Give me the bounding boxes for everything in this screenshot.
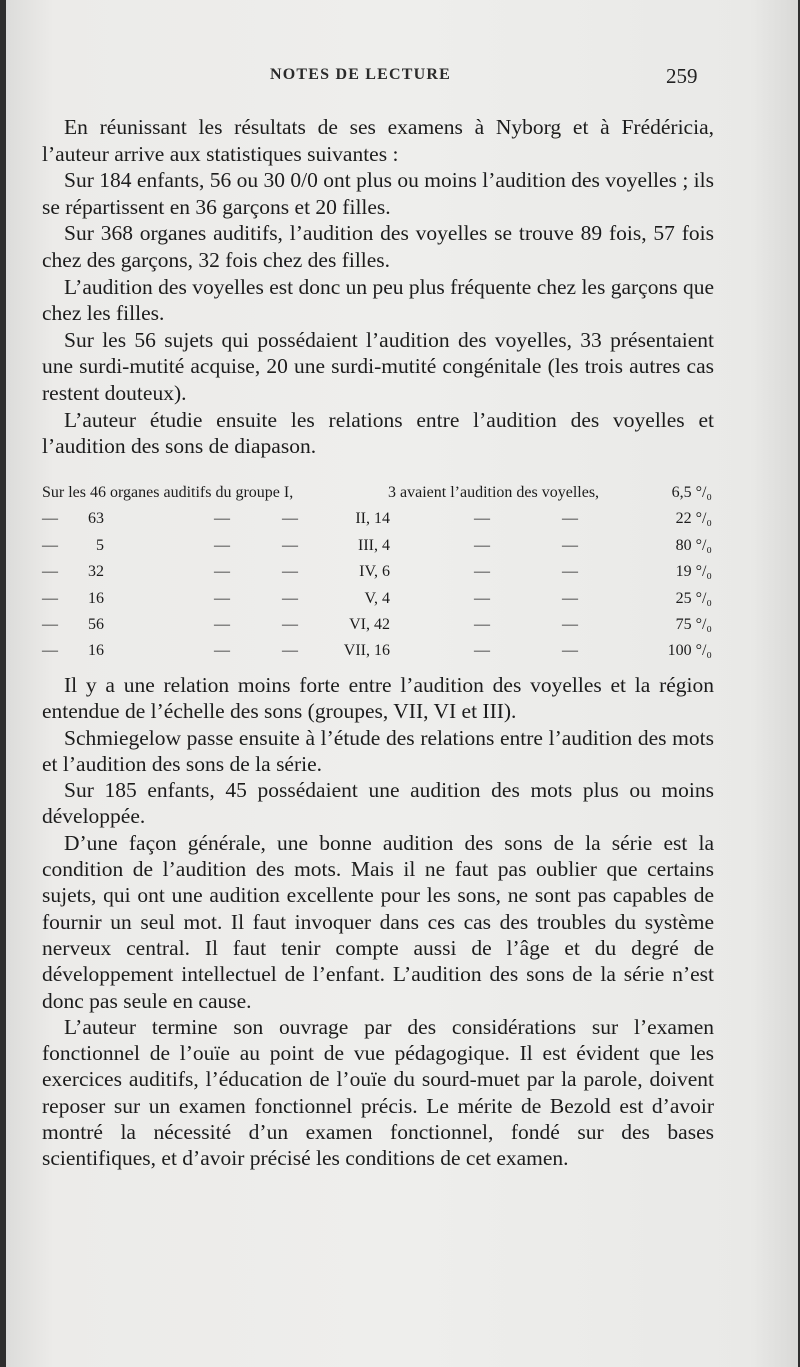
ditto-dash: — (282, 536, 298, 554)
ditto-dash: — (282, 563, 298, 581)
organ-count: 16 (88, 589, 104, 607)
ditto-dash: — (474, 589, 490, 607)
body-text-bottom (42, 672, 714, 1172)
ditto-dash: — (42, 642, 58, 660)
paragraph: Sur les 56 sujets qui possédaient l’audition des voyelles, 33 présentaient une surdi-mutité acquise, 20 une surdi-mutité congénitale (les trois autres cas restent douteux). (42, 327, 714, 405)
ditto-dash: — (214, 642, 230, 660)
ditto-dash: — (474, 536, 490, 554)
organ-count: 32 (88, 563, 104, 581)
organ-count: 63 (88, 510, 104, 528)
ditto-dash: — (214, 589, 230, 607)
ditto-dash: — (214, 615, 230, 633)
paragraph: D’une façon générale, une bonne audition des sons de la série est la condition de l’audition des mots. Mais il ne faut pas oublier que certains sujets, qui ont une audition excellente pour les sons, ne sont pas capables de fournir un seul mot. Il faut invoquer dans ces cas des troubles du système nerveux central. Il faut tenir compte aussi de l’âge et du degré de développement intellectuel de l’enfant. L’audition des sons de la série n’est donc pas seule en cause. (42, 830, 714, 1013)
page-header (6, 62, 798, 98)
ditto-dash: — (474, 563, 490, 581)
ditto-dash: — (474, 615, 490, 633)
ditto-dash: — (42, 615, 58, 633)
group-value: VII, 16 (343, 642, 390, 660)
ditto-dash: — (562, 536, 578, 554)
table-row (42, 638, 714, 664)
row-percent: 25 °/₀ (675, 589, 712, 607)
table-row (42, 506, 714, 532)
ditto-dash: — (42, 510, 58, 528)
running-title: NOTES DE LECTURE (270, 66, 452, 83)
row-percent: 75 °/₀ (675, 615, 712, 633)
row-percent: 100 °/₀ (667, 642, 712, 660)
paragraph: Sur 368 organes auditifs, l’audition des voyelles se trouve 89 fois, 57 fois chez des garçons, 32 fois chez des filles. (42, 221, 714, 272)
paragraph: L’auteur termine son ouvrage par des considérations sur l’examen fonctionnel de l’ouïe au point de vue pédagogique. Il est évident que les exercices auditifs, l’éducation de l’ouïe du sourd-muet par la parole, doivent reposer sur un examen fonctionnel précis. Le mérite de Bezold est d’avoir montré la nécessité d’un examen fonctionnel, fondé sur des bases scientifiques, et d’avoir précisé les conditions de cet examen. (42, 1014, 714, 1171)
paragraph: Sur 185 enfants, 45 possédaient une audition des mots plus ou moins développée. (42, 778, 714, 829)
paragraph: Schmiegelow passe ensuite à l’étude des relations entre l’audition des mots et l’audition des sons de la série. (42, 725, 714, 776)
organ-count: 16 (88, 642, 104, 660)
table-row (42, 612, 714, 638)
ditto-dash: — (562, 615, 578, 633)
table-row (42, 559, 714, 585)
ditto-dash: — (562, 563, 578, 581)
ditto-dash: — (214, 510, 230, 528)
body-text-top (42, 114, 714, 460)
paragraph: En réunissant les résultats de ses examens à Nyborg et à Frédéricia, l’auteur arrive aux statistiques suivantes : (42, 115, 714, 166)
table-row (42, 586, 714, 612)
ditto-dash: — (282, 510, 298, 528)
row-percent: 22 °/₀ (675, 510, 712, 528)
ditto-dash: — (474, 642, 490, 660)
ditto-dash: — (214, 563, 230, 581)
row-percent: 6,5 °/₀ (671, 484, 712, 501)
group-value: II, 14 (355, 510, 390, 528)
table-row (42, 480, 714, 506)
ditto-dash: — (214, 536, 230, 554)
ditto-dash: — (282, 615, 298, 633)
ditto-dash: — (42, 589, 58, 607)
statistics-table (42, 480, 714, 665)
organ-count: 56 (88, 615, 104, 633)
paragraph: L’audition des voyelles est donc un peu plus fréquente chez les garçons que chez les filles. (42, 274, 714, 326)
group-value: VI, 42 (349, 615, 390, 633)
group-value: III, 4 (358, 536, 390, 554)
row-middle: 3 avaient l’audition des voyelles, (388, 484, 600, 501)
table-row (42, 533, 714, 559)
group-value: V, 4 (364, 589, 390, 607)
organ-count: 5 (96, 536, 104, 554)
ditto-dash: — (42, 563, 58, 581)
row-lead: Sur les 46 organes auditifs du groupe I, (42, 484, 294, 501)
ditto-dash: — (474, 510, 490, 528)
row-percent: 80 °/₀ (675, 536, 712, 554)
book-page (6, 0, 798, 1367)
ditto-dash: — (562, 510, 578, 528)
row-percent: 19 °/₀ (675, 563, 712, 581)
group-value: IV, 6 (359, 563, 390, 581)
paragraph: L’auteur étudie ensuite les relations entre l’audition des voyelles et l’audition des sons de diapason. (42, 407, 714, 459)
ditto-dash: — (562, 642, 578, 660)
ditto-dash: — (282, 589, 298, 607)
paragraph: Sur 184 enfants, 56 ou 30 0/0 ont plus ou moins l’audition des voyelles ; ils se répartissent en 36 garçons et 20 filles. (42, 168, 714, 219)
ditto-dash: — (42, 536, 58, 554)
ditto-dash: — (282, 642, 298, 660)
page-number: 259 (666, 64, 698, 88)
paragraph: Il y a une relation moins forte entre l’audition des voyelles et la région entendue de l’échelle des sons (groupes, VII, VI et III). (42, 673, 714, 724)
ditto-dash: — (562, 589, 578, 607)
